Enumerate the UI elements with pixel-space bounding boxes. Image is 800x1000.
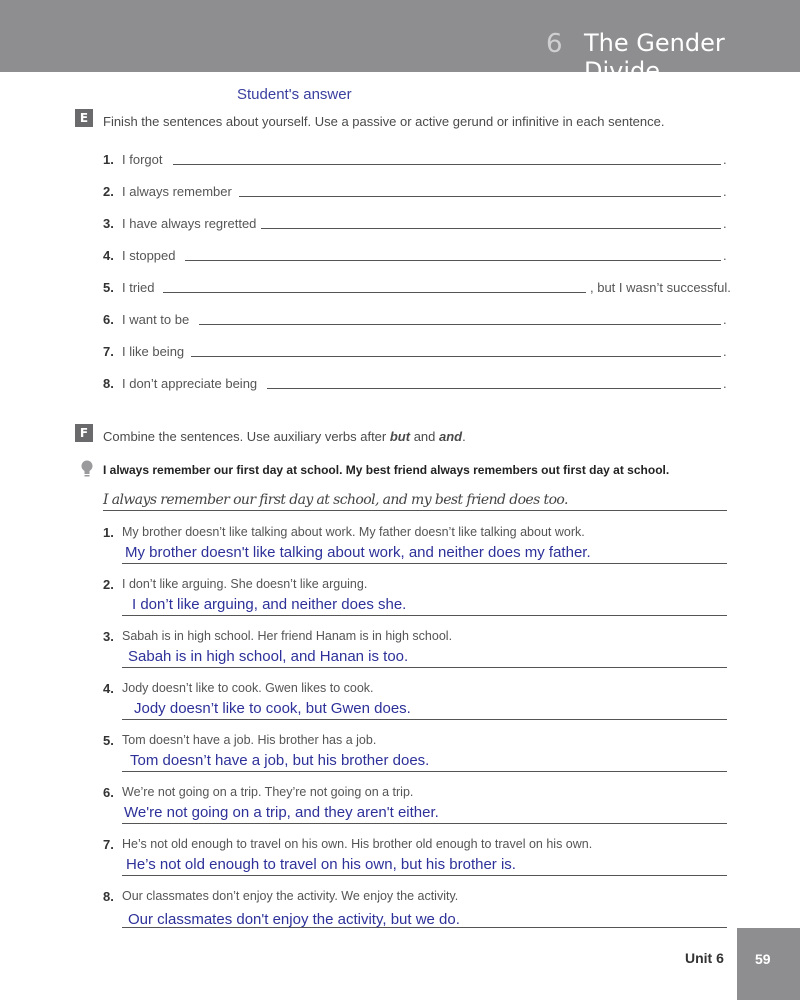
item-sentence: Sabah is in high school. Her friend Hanam is in high school. — [122, 629, 453, 643]
unit-label: Unit 6 — [685, 950, 724, 966]
exercise-f-row — [103, 889, 727, 933]
answer-line — [122, 563, 727, 564]
student-answer[interactable]: My brother doesn't like talking about work, and neither does my father. — [125, 544, 591, 561]
exercise-e-row — [103, 216, 727, 234]
answer-line — [122, 615, 727, 616]
student-answer[interactable]: We're not going on a trip, and they aren't either. — [124, 804, 439, 821]
exercise-f-row — [103, 577, 727, 621]
page-number: 59 — [755, 951, 771, 967]
chapter-number: 6 — [546, 29, 563, 59]
item-prompt: I stopped — [122, 248, 176, 263]
item-end: , but I wasn’t successful. — [590, 280, 731, 295]
item-end: . — [723, 376, 727, 391]
exercise-e-row — [103, 312, 727, 330]
item-number: 3. — [103, 629, 114, 644]
item-number: 6. — [103, 785, 114, 800]
item-number: 1. — [103, 525, 114, 540]
exercise-e-row — [103, 344, 727, 362]
item-number: 5. — [103, 280, 114, 295]
example-answer-line — [103, 510, 727, 511]
student-answer[interactable]: I don’t like arguing, and neither does she. — [132, 596, 407, 613]
student-answer[interactable]: Jody doesn’t like to cook, but Gwen does. — [134, 700, 411, 717]
student-answer[interactable]: Sabah is in high school, and Hanan is too. — [128, 648, 409, 665]
item-end: . — [723, 216, 727, 231]
answer-line[interactable] — [261, 228, 721, 229]
item-sentence: Our classmates don’t enjoy the activity. We enjoy the activity. — [122, 889, 459, 903]
item-number: 7. — [103, 344, 114, 359]
lightbulb-icon — [80, 460, 94, 478]
section-f-badge: F — [75, 424, 93, 442]
item-number: 7. — [103, 837, 114, 852]
item-number: 8. — [103, 376, 114, 391]
item-number: 6. — [103, 312, 114, 327]
answer-line[interactable] — [239, 196, 721, 197]
item-end: . — [723, 344, 727, 359]
section-e-badge: E — [75, 109, 93, 127]
answer-line — [122, 667, 727, 668]
section-e-instruction: Finish the sentences about yourself. Use a passive or active gerund or infinitive in each sentence. — [103, 114, 665, 129]
student-answer[interactable]: He’s not old enough to travel on his own, but his brother is. — [126, 856, 516, 873]
item-number: 1. — [103, 152, 114, 167]
student-answer[interactable]: Our classmates don't enjoy the activity, but we do. — [128, 911, 460, 928]
section-f-instruction: Combine the sentences. Use auxiliary verbs after but and and. — [103, 429, 466, 444]
item-sentence: Tom doesn’t have a job. His brother has a job. — [122, 733, 377, 747]
exercise-e-row — [103, 280, 731, 298]
answer-line — [122, 927, 727, 928]
item-number: 8. — [103, 889, 114, 904]
answer-line — [122, 719, 727, 720]
exercise-f-row — [103, 837, 727, 881]
exercise-f-row — [103, 525, 727, 569]
item-end: . — [723, 184, 727, 199]
item-sentence: My brother doesn’t like talking about work. My father doesn’t like talking about work. — [122, 525, 585, 539]
item-number: 4. — [103, 248, 114, 263]
header-bar — [0, 0, 800, 85]
student-answer[interactable]: Tom doesn’t have a job, but his brother does. — [130, 752, 430, 769]
item-sentence: He’s not old enough to travel on his own. His brother old enough to travel on his own. — [122, 837, 593, 851]
keyword-and: and — [439, 429, 463, 444]
item-number: 2. — [103, 577, 114, 592]
item-sentence: Jody doesn’t like to cook. Gwen likes to cook. — [122, 681, 374, 695]
item-end: . — [723, 152, 727, 167]
exercise-f-row — [103, 785, 727, 829]
exercise-e-row — [103, 184, 727, 202]
exercise-e-row — [103, 152, 727, 170]
example-answer: I always remember our first day at school, and my best friend does too. — [103, 492, 568, 508]
chapter-title: The Gender Divide — [584, 29, 725, 85]
item-prompt: I tried — [122, 280, 155, 295]
answer-line[interactable] — [185, 260, 721, 261]
item-prompt: I forgot — [122, 152, 163, 167]
exercise-f-row — [103, 629, 727, 673]
answer-line[interactable] — [267, 388, 721, 389]
answer-line — [122, 823, 727, 824]
item-number: 3. — [103, 216, 114, 231]
item-prompt: I always remember — [122, 184, 232, 199]
answer-line[interactable] — [163, 292, 586, 293]
item-sentence: We’re not going on a trip. They’re not going on a trip. — [122, 785, 414, 799]
answer-line[interactable] — [191, 356, 721, 357]
exercise-f-row — [103, 733, 727, 777]
answer-line — [122, 771, 727, 772]
item-number: 2. — [103, 184, 114, 199]
example-question: I always remember our first day at school. My best friend always remembers out first day at school. — [103, 463, 670, 477]
item-number: 4. — [103, 681, 114, 696]
item-end: . — [723, 312, 727, 327]
item-prompt: I don’t appreciate being — [122, 376, 258, 391]
answer-line[interactable] — [173, 164, 721, 165]
item-prompt: I have always regretted — [122, 216, 257, 231]
student-answer-label: Student's answer — [237, 86, 352, 103]
exercise-f-row — [103, 681, 727, 725]
keyword-but: but — [389, 429, 411, 444]
answer-line — [122, 875, 727, 876]
exercise-e-row — [103, 248, 727, 266]
exercise-e-row — [103, 376, 727, 394]
answer-line[interactable] — [199, 324, 721, 325]
item-prompt: I like being — [122, 344, 185, 359]
item-end: . — [723, 248, 727, 263]
item-number: 5. — [103, 733, 114, 748]
item-prompt: I want to be — [122, 312, 190, 327]
item-sentence: I don’t like arguing. She doesn’t like arguing. — [122, 577, 368, 591]
